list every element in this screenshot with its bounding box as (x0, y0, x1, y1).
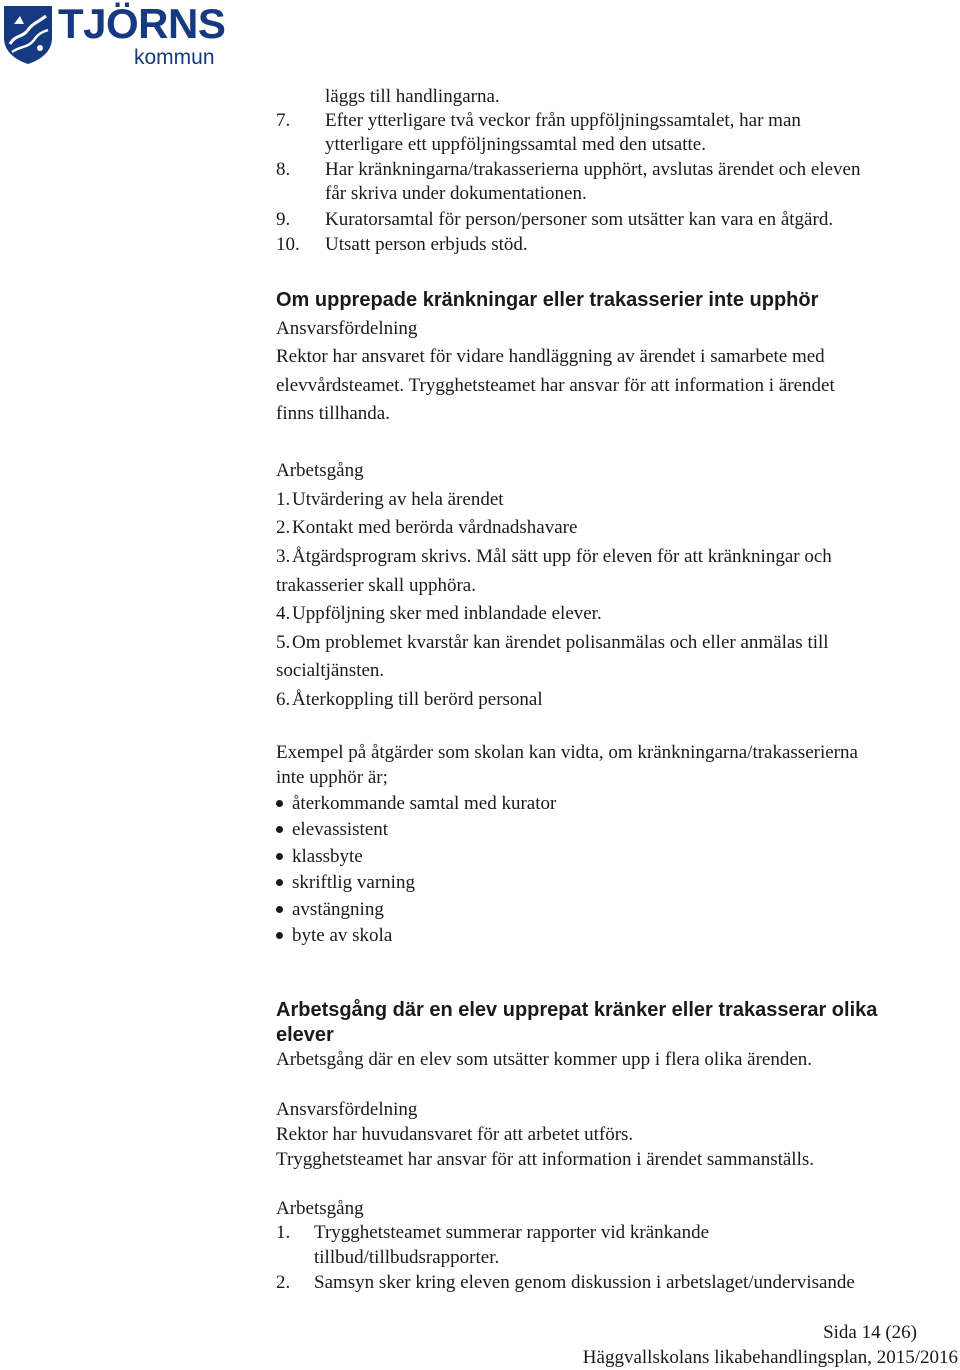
step-number: 1. (276, 489, 291, 510)
step-text: trakasserier skall upphöra. (276, 575, 476, 596)
step-text: Trygghetsteamet summerar rapporter vid kränkande (314, 1222, 710, 1243)
bullet-icon (276, 800, 283, 807)
bullet-item: avstängning (292, 899, 384, 920)
tjorn-logo (2, 0, 226, 69)
step-text: Samsyn sker kring eleven genom diskussion i arbetslaget/undervisande (314, 1272, 855, 1293)
paragraph-line: inte upphör är; (276, 767, 388, 788)
step-text: tillbud/tillbudsrapporter. (314, 1247, 500, 1268)
section-heading: Arbetsgång där en elev upprepat kränker eller trakasserar olika (276, 999, 878, 1021)
step-text: Om problemet kvarstår kan ärendet polisanmälas och eller anmälas till (292, 632, 829, 653)
section-heading: elever (276, 1024, 334, 1046)
step-number: 1. (276, 1222, 291, 1243)
list-item-line: Efter ytterligare två veckor från uppföljningssamtalet, har man (325, 110, 801, 131)
step-number: 3. (276, 546, 291, 567)
list-number: 8. (276, 159, 291, 180)
subsection-title-workflow: Arbetsgång (276, 1198, 364, 1219)
municipal-crest-icon (2, 4, 54, 66)
step-number: 4. (276, 603, 291, 624)
list-item-line: Kuratorsamtal för person/personer som utsätter kan vara en åtgärd. (325, 209, 834, 230)
list-item-line: Utsatt person erbjuds stöd. (325, 234, 528, 255)
bullet-icon (276, 906, 283, 913)
list-item-line: Har kränkningarna/trakasserierna upphört, avslutas ärendet och eleven (325, 159, 861, 180)
list-item-line: ytterligare ett uppföljningssamtal med den utsatte. (325, 134, 706, 155)
step-text: Uppföljning sker med inblandade elever. (292, 603, 602, 624)
step-text: socialtjänsten. (276, 660, 385, 681)
list-number: 7. (276, 110, 291, 131)
bullet-item: återkommande samtal med kurator (292, 793, 557, 814)
paragraph-line: Exempel på åtgärder som skolan kan vidta, om kränkningarna/trakasserierna (276, 742, 858, 763)
bullet-icon (276, 932, 283, 939)
bullet-item: byte av skola (292, 925, 393, 946)
subsection-title-workflow: Arbetsgång (276, 460, 364, 481)
step-text: Återkoppling till berörd personal (292, 689, 543, 710)
step-text: Utvärdering av hela ärendet (292, 489, 504, 510)
document-title: Häggvallskolans likabehandlingsplan, 2015/2016 (582, 1347, 958, 1368)
logo-subtitle: kommun (134, 46, 215, 69)
bullet-item: elevassistent (292, 819, 389, 840)
step-number: 6. (276, 689, 291, 710)
page-number: Sida 14 (26) (823, 1322, 917, 1343)
bullet-icon (276, 879, 283, 886)
paragraph-line: Trygghetsteamet har ansvar för att information i ärendet sammanställs. (276, 1149, 815, 1170)
paragraph-line: Arbetsgång där en elev som utsätter kommer upp i flera olika ärenden. (276, 1049, 813, 1070)
step-text: Kontakt med berörda vårdnadshavare (292, 517, 578, 538)
step-number: 2. (276, 517, 291, 538)
list-continuation: läggs till handlingarna. (325, 86, 500, 107)
subsection-title-responsibility: Ansvarsfördelning (276, 1099, 418, 1120)
section-heading: Om upprepade kränkningar eller trakasserier inte upphör (276, 289, 819, 311)
bullet-item: skriftlig varning (292, 872, 415, 893)
step-text: Åtgärdsprogram skrivs. Mål sätt upp för eleven för att kränkningar och (292, 546, 832, 567)
step-number: 2. (276, 1272, 291, 1293)
paragraph-line: finns tillhanda. (276, 403, 390, 424)
list-number: 10. (276, 234, 300, 255)
paragraph-line: elevvårdsteamet. Trygghetsteamet har ansvar för att information i ärendet (276, 375, 835, 396)
bullet-icon (276, 853, 283, 860)
bullet-item: klassbyte (292, 846, 363, 867)
subsection-title-responsibility: Ansvarsfördelning (276, 318, 418, 339)
bullet-icon (276, 826, 283, 833)
step-number: 5. (276, 632, 291, 653)
list-item-line: får skriva under dokumentationen. (325, 183, 587, 204)
paragraph-line: Rektor har huvudansvaret för att arbetet utförs. (276, 1124, 634, 1145)
list-number: 9. (276, 209, 291, 230)
paragraph-line: Rektor har ansvaret för vidare handläggning av ärendet i samarbete med (276, 346, 825, 367)
logo-name: TJÖRNS (58, 0, 226, 47)
